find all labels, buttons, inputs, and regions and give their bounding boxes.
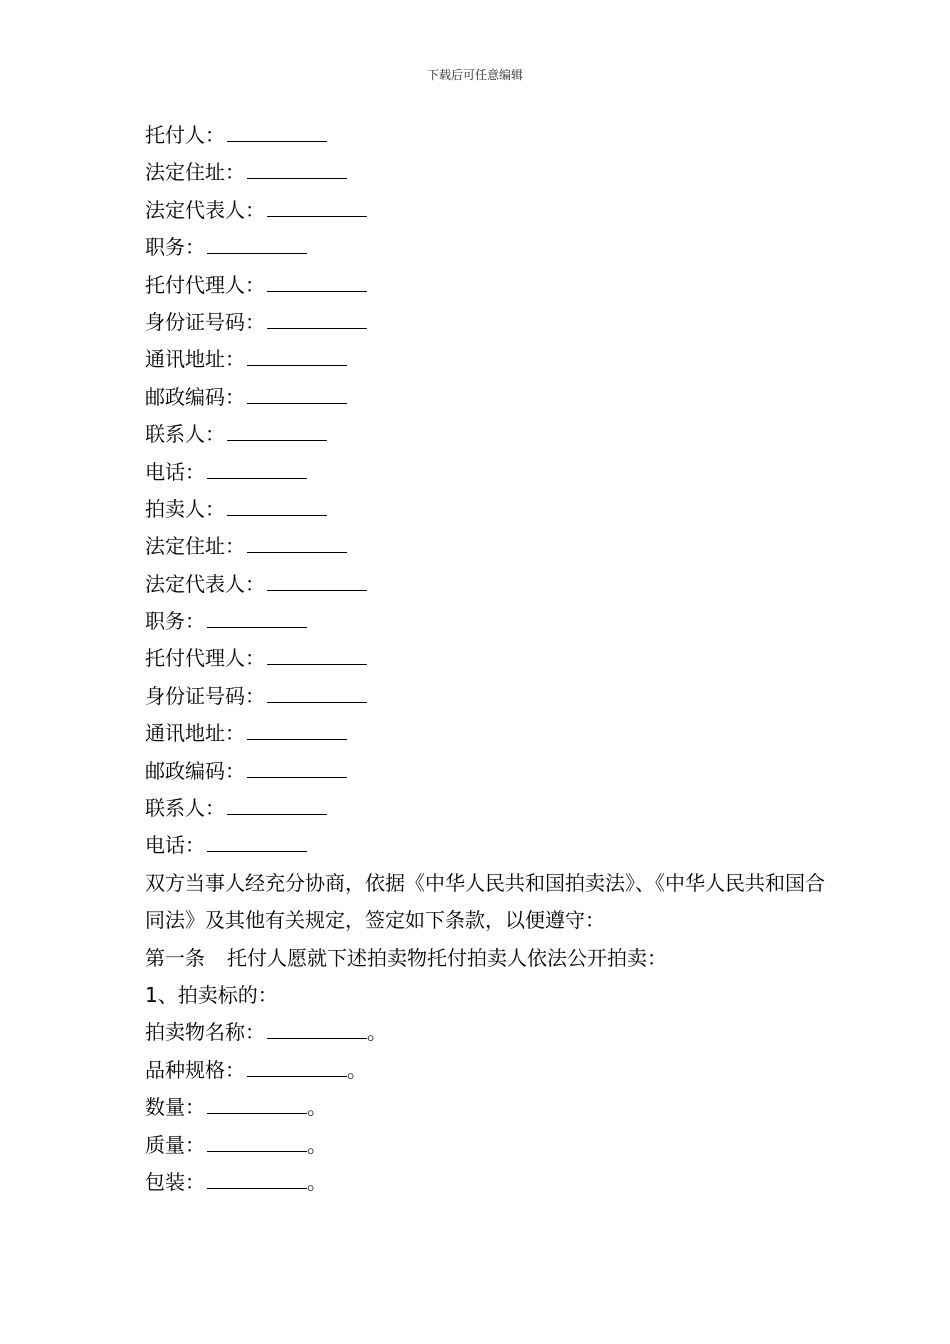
blank-line[interactable]: [227, 140, 327, 142]
auctioneer-position-field: 职务：: [145, 603, 825, 640]
blank-line[interactable]: [227, 439, 327, 441]
consignor-contact-field: 联系人：: [145, 416, 825, 453]
document-body: [145, 117, 825, 1201]
consignor-mail-address-field: 通讯地址：: [145, 341, 825, 378]
blank-line[interactable]: [247, 738, 347, 740]
blank-line[interactable]: [267, 663, 367, 665]
blank-line[interactable]: [227, 813, 327, 815]
blank-line[interactable]: [207, 626, 307, 628]
blank-line[interactable]: [247, 551, 347, 553]
blank-line[interactable]: [247, 177, 347, 179]
blank-line[interactable]: [247, 776, 347, 778]
item-quality-field: 质量： 。: [145, 1132, 327, 1157]
consignor-agent-field: 托付代理人：: [145, 267, 825, 304]
blank-line[interactable]: [267, 290, 367, 292]
blank-line[interactable]: [247, 402, 347, 404]
auctioneer-section: [145, 491, 825, 865]
auctioneer-postcode-field: 邮政编码：: [145, 753, 825, 790]
auctioneer-legal-rep-field: 法定代表人：: [145, 566, 825, 603]
auctioneer-address-field: 法定住址：: [145, 528, 825, 565]
consignor-id-field: 身份证号码：: [145, 304, 825, 341]
blank-line[interactable]: [207, 850, 307, 852]
auctioneer-id-field: 身份证号码：: [145, 678, 825, 715]
page-header: 下载后可任意编辑: [426, 68, 523, 82]
blank-line[interactable]: [267, 327, 367, 329]
blank-line[interactable]: [267, 215, 367, 217]
consignor-postcode-field: 邮政编码：: [145, 379, 825, 416]
article-1-subheading: 1、拍卖标的：: [145, 983, 278, 1008]
blank-line[interactable]: [267, 701, 367, 703]
item-quantity-field: 数量： 。: [145, 1095, 327, 1120]
article-1-heading: 第一条 托付人愿就下述拍卖物托付拍卖人依法公开拍卖：: [145, 945, 667, 970]
consignor-address-field: 法定住址：: [145, 154, 825, 191]
blank-line[interactable]: [207, 477, 307, 479]
auctioneer-phone-field: 电话：: [145, 827, 825, 864]
consignor-name-field: 托付人：: [145, 117, 825, 154]
blank-line[interactable]: [207, 1187, 307, 1189]
auctioneer-contact-field: 联系人：: [145, 790, 825, 827]
blank-line[interactable]: [227, 514, 327, 516]
blank-line[interactable]: [207, 1150, 307, 1152]
blank-line[interactable]: [267, 589, 367, 591]
intro-paragraph: 双方当事人经充分协商，依据《中华人民共和国拍卖法》、《中华人民共和国合同法》及其他有关规定，签定如下条款，以便遵守：: [145, 870, 825, 933]
auctioneer-agent-field: 托付代理人：: [145, 640, 825, 677]
blank-line[interactable]: [247, 1075, 347, 1077]
consignor-position-field: 职务：: [145, 229, 825, 266]
auctioneer-name-field: 拍卖人：: [145, 491, 825, 528]
blank-line[interactable]: [207, 1112, 307, 1114]
blank-line[interactable]: [267, 1037, 367, 1039]
blank-line[interactable]: [207, 252, 307, 254]
item-name-field: 拍卖物名称： 。: [145, 1020, 387, 1045]
consignor-legal-rep-field: 法定代表人：: [145, 192, 825, 229]
auctioneer-mail-address-field: 通讯地址：: [145, 715, 825, 752]
consignor-phone-field: 电话：: [145, 454, 825, 491]
item-packaging-field: 包装： 。: [145, 1169, 327, 1194]
blank-line[interactable]: [247, 364, 347, 366]
item-spec-field: 品种规格： 。: [145, 1057, 367, 1082]
consignor-section: [145, 117, 825, 491]
